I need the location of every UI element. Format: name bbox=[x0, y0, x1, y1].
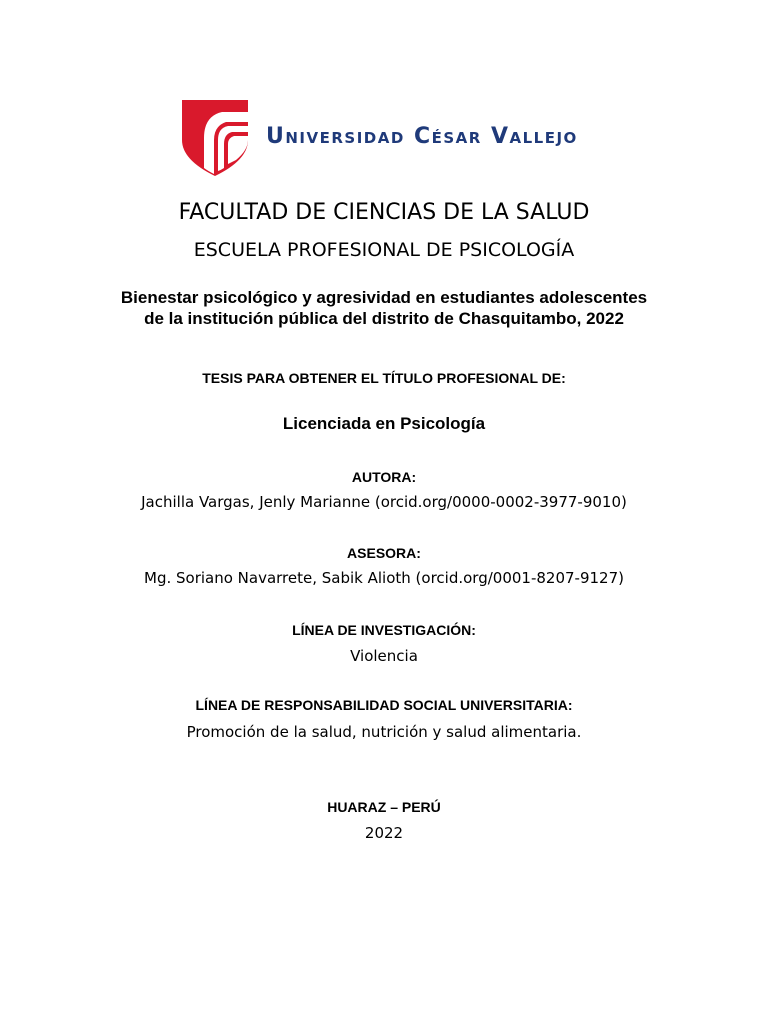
place-label: HUARAZ – PERÚ bbox=[327, 799, 441, 815]
ucv-shield-icon bbox=[180, 98, 250, 178]
author-value: Jachilla Vargas, Jenly Marianne (orcid.org/0000-0002-3977-9010) bbox=[141, 493, 627, 511]
year-label: 2022 bbox=[364, 824, 404, 842]
university-name: Universidad César Vallejo bbox=[266, 123, 578, 149]
research-line-value: Violencia bbox=[350, 647, 418, 665]
thesis-title-line-2: de la institución pública del distrito de Chasquitambo, 2022 bbox=[144, 309, 624, 328]
social-responsibility-value: Promoción de la salud, nutrición y salud alimentaria. bbox=[186, 723, 582, 741]
faculty-title: FACULTAD DE CIENCIAS DE LA SALUD bbox=[178, 200, 590, 225]
advisor-value: Mg. Soriano Navarrete, Sabik Alioth (orcid.org/0001-8207-9127) bbox=[144, 569, 624, 587]
thesis-title-line-1: Bienestar psicológico y agresividad en estudiantes adolescentes bbox=[120, 288, 648, 307]
author-heading: AUTORA: bbox=[351, 469, 417, 485]
thesis-purpose: TESIS PARA OBTENER EL TÍTULO PROFESIONAL DE: bbox=[202, 370, 566, 386]
degree-title: Licenciada en Psicología bbox=[282, 414, 486, 433]
school-title: ESCUELA PROFESIONAL DE PSICOLOGÍA bbox=[193, 239, 575, 261]
advisor-heading: ASESORA: bbox=[347, 545, 421, 561]
university-logo bbox=[180, 98, 578, 178]
research-line-heading: LÍNEA DE INVESTIGACIÓN: bbox=[292, 622, 476, 638]
social-responsibility-heading: LÍNEA DE RESPONSABILIDAD SOCIAL UNIVERSITARIA: bbox=[195, 697, 573, 713]
